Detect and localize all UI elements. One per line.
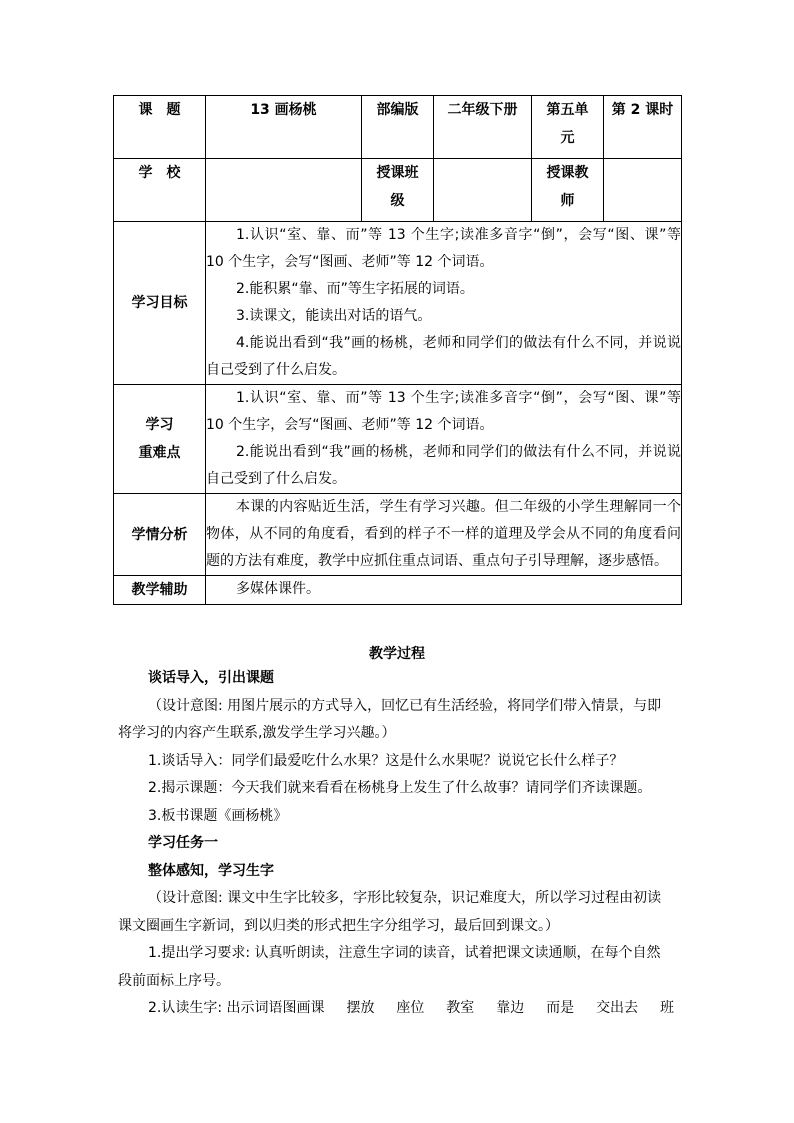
aid-content xyxy=(206,576,682,605)
school-value xyxy=(206,159,362,222)
task-heading: 学习任务一 xyxy=(148,835,218,851)
label-teacher-line2: 师 xyxy=(560,193,575,209)
process-body xyxy=(118,665,674,1023)
label-key-points xyxy=(114,385,206,494)
lesson-title-value: 13 画杨桃 xyxy=(206,96,362,159)
vocab-word: 班 xyxy=(659,1000,674,1016)
label-lesson-title: 课 题 xyxy=(114,96,206,159)
label-analysis: 学情分析 xyxy=(114,494,206,576)
design-intent: （设计意图: 课文中生字比较多，字形比较复杂，识记难度大，所以学习过程由初读课文圈画生字新词，到以归类的形式把生字分组学习，最后回到课文。） xyxy=(118,890,662,934)
label-teacher-line1: 授课教 xyxy=(546,165,589,181)
vocab-word: 摆放 xyxy=(346,1000,375,1016)
goal-item: 2.能积累“靠、而”等生字拓展的词语。 xyxy=(236,281,474,297)
vocab-word: 座位 xyxy=(396,1000,425,1016)
vocab-word: 而是 xyxy=(546,1000,575,1016)
aid-text: 多媒体课件。 xyxy=(236,581,320,597)
label-goals: 学习目标 xyxy=(114,222,206,385)
step-item: 2.揭示课题：今天我们就来看看在杨桃身上发生了什么故事？请同学们齐读课题。 xyxy=(148,780,652,796)
vocab-word-row xyxy=(118,995,674,1023)
label-key-points-line2: 重难点 xyxy=(138,445,181,461)
analysis-text: 本课的内容贴近生活，学生有学习兴趣。但二年级的小学生理解同一个物体，从不同的角度看，看到的样子不一样的道理及学会从不同的角度看问题的方法有难度，教学中应抓住重点词语、重点句子引导理解，逐步感悟。 xyxy=(206,499,681,569)
teacher-value xyxy=(604,159,682,222)
label-school: 学 校 xyxy=(114,159,206,222)
key-point-item: 1.认识“室、靠、而”等 13 个生字;读准多音字“倒”，会写“图、课”等 10 个生字，会写“图画、老师”等 12 个词语。 xyxy=(206,390,681,433)
key-points-content xyxy=(206,385,682,494)
task-subheading: 整体感知，学习生字 xyxy=(148,862,274,879)
grade-value: 二年级下册 xyxy=(434,96,532,159)
unit-value xyxy=(532,96,604,159)
goal-item: 4.能说出看到“我”画的杨桃，老师和同学们的做法有什么不同，并说说自己受到了什么启发。 xyxy=(206,335,681,378)
design-intent: （设计意图: 用图片展示的方式导入，回忆已有生活经验，将同学们带入情景，与即将学习的内容产生联系,激发学生学习兴趣。） xyxy=(118,697,662,741)
label-key-points-line1: 学习 xyxy=(145,417,174,433)
process-title: 教学过程 xyxy=(369,646,425,662)
class-value xyxy=(434,159,532,222)
label-class xyxy=(362,159,434,222)
key-point-item: 2.能说出看到“我”画的杨桃，老师和同学们的做法有什么不同，并说说自己受到了什么启发。 xyxy=(206,444,681,487)
lesson-info-table xyxy=(113,95,682,605)
table-row-school xyxy=(114,159,682,222)
table-row-analysis xyxy=(114,494,682,576)
period-value: 第 2 课时 xyxy=(604,96,682,159)
label-class-line2: 级 xyxy=(390,193,405,209)
label-class-line1: 授课班 xyxy=(376,165,419,181)
unit-value-line1: 第五单 xyxy=(546,102,589,118)
goals-content xyxy=(206,222,682,385)
table-row-aid xyxy=(114,576,682,605)
unit-value-line2: 元 xyxy=(560,130,575,146)
section-heading: 谈话导入，引出课题 xyxy=(148,670,274,686)
vocab-word: 2.认读生字: 出示词语图画课 xyxy=(148,1000,325,1016)
label-teacher xyxy=(532,159,604,222)
table-row-title xyxy=(114,96,682,159)
table-row-goals xyxy=(114,222,682,385)
vocab-word: 教室 xyxy=(446,1000,475,1016)
step-item: 1.提出学习要求: 认真听朗读，注意生字词的读音，试着把课文读通顺，在每个自然段前面标上序号。 xyxy=(118,945,661,989)
label-aid: 教学辅助 xyxy=(114,576,206,605)
step-item: 1.谈话导入：同学们最爱吃什么水果？这是什么水果呢？说说它长什么样子？ xyxy=(148,752,624,769)
table-row-key-points xyxy=(114,385,682,494)
analysis-content xyxy=(206,494,682,576)
goal-item: 1.认识“室、靠、而”等 13 个生字;读准多音字“倒”，会写“图、课”等 10 个生字，会写“图画、老师”等 12 个词语。 xyxy=(206,227,681,270)
step-item: 3.板书课题《画杨桃》 xyxy=(148,807,288,824)
vocab-word: 交出去 xyxy=(596,1000,639,1016)
vocab-word: 靠边 xyxy=(496,1000,525,1016)
edition-value: 部编版 xyxy=(362,96,434,159)
goal-item: 3.读课文，能读出对话的语气。 xyxy=(236,308,432,324)
